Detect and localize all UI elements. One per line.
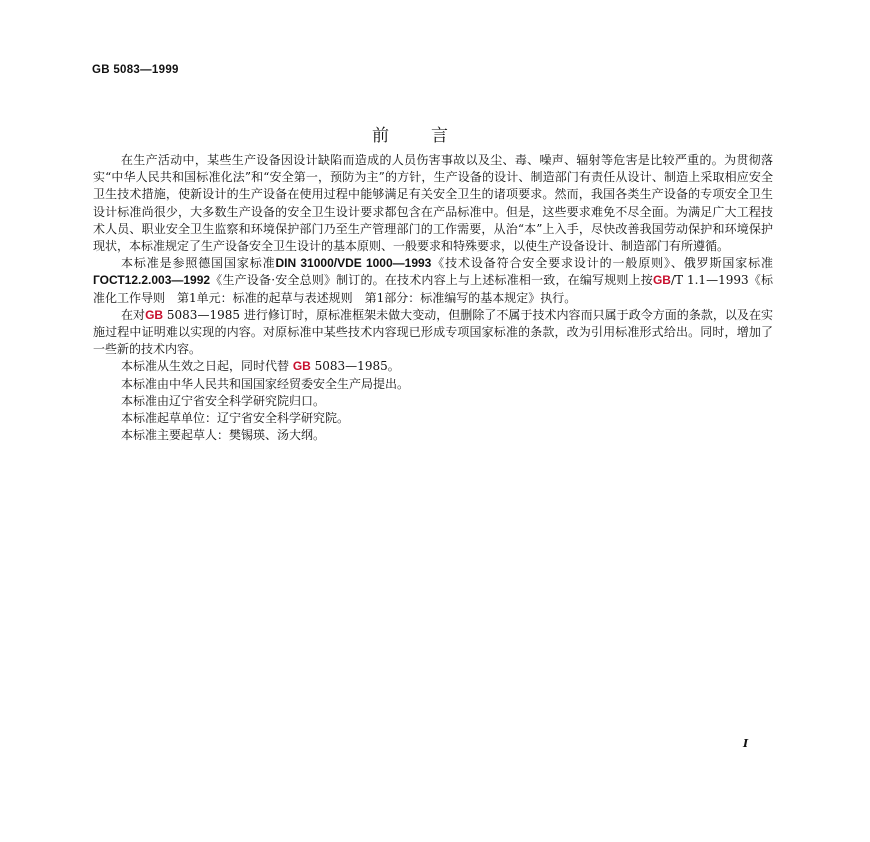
highlighted-gb: GB: [652, 273, 671, 288]
paragraph-drafters: 本标准主要起草人：樊锡瑛、汤大纲。: [121, 428, 326, 443]
paragraph-text: 《技术设备符合安全要求设计的一般原则》、俄罗斯国家标准: [431, 256, 773, 271]
highlighted-gb: GB: [145, 307, 164, 322]
paragraph-replacement: [93, 358, 773, 375]
paragraph-text: 5083—1985 进行修订时，原标准框架未做大变动，但删除了不属于技术内容而只属于政令方面的条款，以及在实施过程中证明难以实现的内容。对原标准中某些技术内容现已形成专项国家标准的条款，改为引用标准形式给出。同时，增加了一些新的技术内容。: [93, 307, 773, 357]
paragraph-references: [93, 255, 773, 307]
foreword-body: [93, 152, 773, 444]
reference-standard-gost: ГОСТ12.2.003—1992: [93, 273, 211, 288]
reference-standard-din: DIN 31000/VDE 1000—1993: [275, 256, 432, 271]
paragraph-proposer: 本标准由中华人民共和国国家经贸委安全生产局提出。: [121, 376, 410, 391]
paragraph-text: /T 1.1—1993《标准化工作导则 第1单元：标准的起草与表述规则 第1部分：标准编写的基本规定》执行。: [93, 273, 773, 305]
paragraph-text: 《生产设备·安全总则》制订的。在技术内容上与上述标准相一致，在编写规则上按: [210, 273, 653, 288]
paragraph-revision: [93, 307, 773, 359]
page-number: I: [743, 737, 749, 750]
paragraph-drafting-unit: 本标准起草单位：辽宁省安全科学研究院。: [121, 411, 350, 426]
paragraph-text: 本标准是参照德国国家标准: [121, 256, 276, 271]
highlighted-gb: GB: [292, 359, 311, 374]
page-title: 前言: [372, 126, 490, 146]
paragraph-responsible-unit: 本标准由辽宁省安全科学研究院归口。: [121, 393, 326, 408]
paragraph-text: 在对: [121, 307, 146, 322]
paragraph-text: 本标准从生效之日起，同时代替: [121, 359, 293, 374]
paragraph-text: 5083—1985。: [310, 359, 400, 374]
paragraph-background: 在生产活动中，某些生产设备因设计缺陷而造成的人员伤害事故以及尘、毒、噪声、辐射等危害是比较严重的。为贯彻落实“中华人民共和国标准化法”和“安全第一，预防为主”的方针，生产设备的设计、制造部门有责任从设计、制造上采取相应安全卫生技术措施，使新设计的生产设备在使用过程中能够满足有关安全卫生的诸项要求。然而，我国各类生产设备的专项安全卫生设计标准尚很少，大多数生产设备的安全卫生设计要求都包含在产品标准中。但是，这些要求难免不尽全面。为满足广大工程技术人员、职业安全卫生监察和环境保护部门乃至生产管理部门的工作需要，从治“本”上入手，尽快改善我国劳动保护和环境保护现状，本标准规定了生产设备安全卫生设计的基本原则、一般要求和特殊要求，以使生产设备设计、制造部门有所遵循。: [93, 153, 773, 254]
standard-code-header: GB 5083—1999: [92, 64, 179, 76]
